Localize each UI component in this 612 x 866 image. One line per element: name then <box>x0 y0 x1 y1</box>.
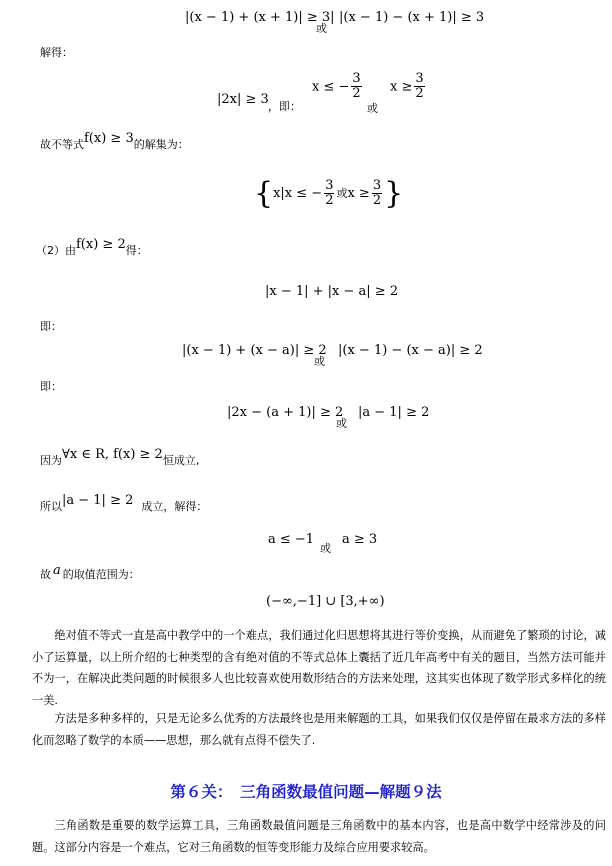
set-inner-pre: x|x ≤ − <box>273 186 323 201</box>
eq2-upper-num: 3 <box>415 71 424 86</box>
label-jiede-1: 解得： <box>40 46 73 59</box>
range-result: (−∞,−1] ∪ [3,+∞) <box>266 594 385 609</box>
label-ji-0: ，即： <box>268 100 301 113</box>
gu-pre: 故不等式 <box>40 138 84 151</box>
gu2-post: 的取值范围为： <box>62 568 140 581</box>
equation-4-or: 或 <box>314 355 325 368</box>
set-fraction-2 <box>372 179 382 209</box>
equation-4-left: |(x − 1) + (x − a)| ≥ 2 <box>182 343 327 358</box>
equation-5-or: 或 <box>336 417 347 430</box>
gu-math: f(x) ≥ 3 <box>84 131 134 146</box>
yinwei-math: ∀x ∈ R, f(x) ≥ 2 <box>62 447 163 462</box>
part-2-intro <box>36 237 148 258</box>
eq2-upper-fraction <box>414 72 424 102</box>
eq2-upper-den: 2 <box>415 86 424 102</box>
solution-set-intro <box>40 131 189 152</box>
equation-6-left: a ≤ −1 <box>268 532 315 547</box>
eq2-lower-fraction <box>351 72 361 102</box>
equation-4-right: |(x − 1) − (x − a)| ≥ 2 <box>338 343 483 358</box>
eq2-lower-num: 3 <box>352 71 361 86</box>
gu2-pre: 故 <box>40 568 51 581</box>
eq2-lower-lhs: x ≤ − <box>312 79 350 95</box>
equation-2-upper <box>390 72 427 102</box>
equation-2-or: 或 <box>367 102 378 115</box>
part2-post: 得： <box>125 244 148 257</box>
right-brace-icon: } <box>384 176 404 211</box>
suoyi-math: |a − 1| ≥ 2 <box>62 493 134 508</box>
equation-6-or: 或 <box>320 542 331 555</box>
left-brace-icon: { <box>254 176 274 211</box>
suoyi-post: 成立，解得： <box>141 500 208 513</box>
equation-1-right: |(x − 1) − (x + 1)| ≥ 3 <box>339 10 485 25</box>
equation-1-or: 或 <box>316 22 327 35</box>
yinwei-post: 恒成立, <box>162 454 200 467</box>
set-num-2: 3 <box>372 177 382 193</box>
equation-2-lower <box>312 72 364 102</box>
eq2-lower-den: 2 <box>352 86 361 102</box>
part2-pre: （2）由 <box>36 244 76 257</box>
range-intro <box>40 563 140 582</box>
therefore-line <box>40 493 208 514</box>
yinwei-pre: 因为 <box>40 454 62 467</box>
equation-5-left: |2x − (a + 1)| ≥ 2 <box>227 405 344 420</box>
set-or: 或 <box>336 187 348 200</box>
label-ji-1: 即： <box>40 320 62 333</box>
equation-1-left: |(x − 1) + (x + 1)| ≥ 3| <box>185 10 335 25</box>
set-fraction-1 <box>324 179 334 209</box>
set-x: x ≥ <box>347 186 370 201</box>
set-num-1: 3 <box>325 177 334 193</box>
because-line <box>40 447 200 468</box>
paragraph-summary: 绝对值不等式一直是高中教学中的一个难点，我们通过化归思想将其进行等价变换，从而避免了繁琐的讨论，减小了运算量，以上所介绍的七种类型的含有绝对值的不等式总体上囊括了近几年高考中有关的题目，当然方法可能并不为一，在解决此类问题的时候很多人也比较喜欢使用数形结合的方法来处理，这其实也体现了数学形式多样化的统一美. <box>32 629 606 707</box>
equation-2-abs: |2x| ≥ 3 <box>217 92 269 107</box>
suoyi-pre: 所以 <box>40 500 62 513</box>
gu-post: 的解集为： <box>133 138 189 151</box>
set-den-2: 2 <box>372 193 382 208</box>
paragraph-method: 方法是多种多样的，只是无论多么优秀的方法最终也是用来解题的工具，如果我们仅仅是停留在最求方法的多样化而忽略了数学的本质——思想，那么就有点得不偿失了. <box>32 712 606 747</box>
label-ji-2: 即： <box>40 380 62 393</box>
section-heading: 第６关： 三角函数最值问题—解题９法 <box>170 783 442 801</box>
set-den-1: 2 <box>325 193 334 208</box>
equation-3: |x − 1| + |x − a| ≥ 2 <box>265 284 399 299</box>
equation-6-right: a ≥ 3 <box>342 532 378 547</box>
equation-5-right: |a − 1| ≥ 2 <box>358 405 430 420</box>
paragraph-trig-intro: 三角函数是重要的数学运算工具，三角函数最值问题是三角函数中的基本内容，也是高中数学中经常涉及的问题。这部分内容是一个难点，它对三角函数的恒等变形能力及综合应用要求较高。 <box>32 819 606 854</box>
gu2-math: a <box>53 563 61 578</box>
solution-set <box>254 176 403 211</box>
eq2-upper-lhs: x ≥ <box>390 79 413 95</box>
part2-math: f(x) ≥ 2 <box>76 237 126 252</box>
